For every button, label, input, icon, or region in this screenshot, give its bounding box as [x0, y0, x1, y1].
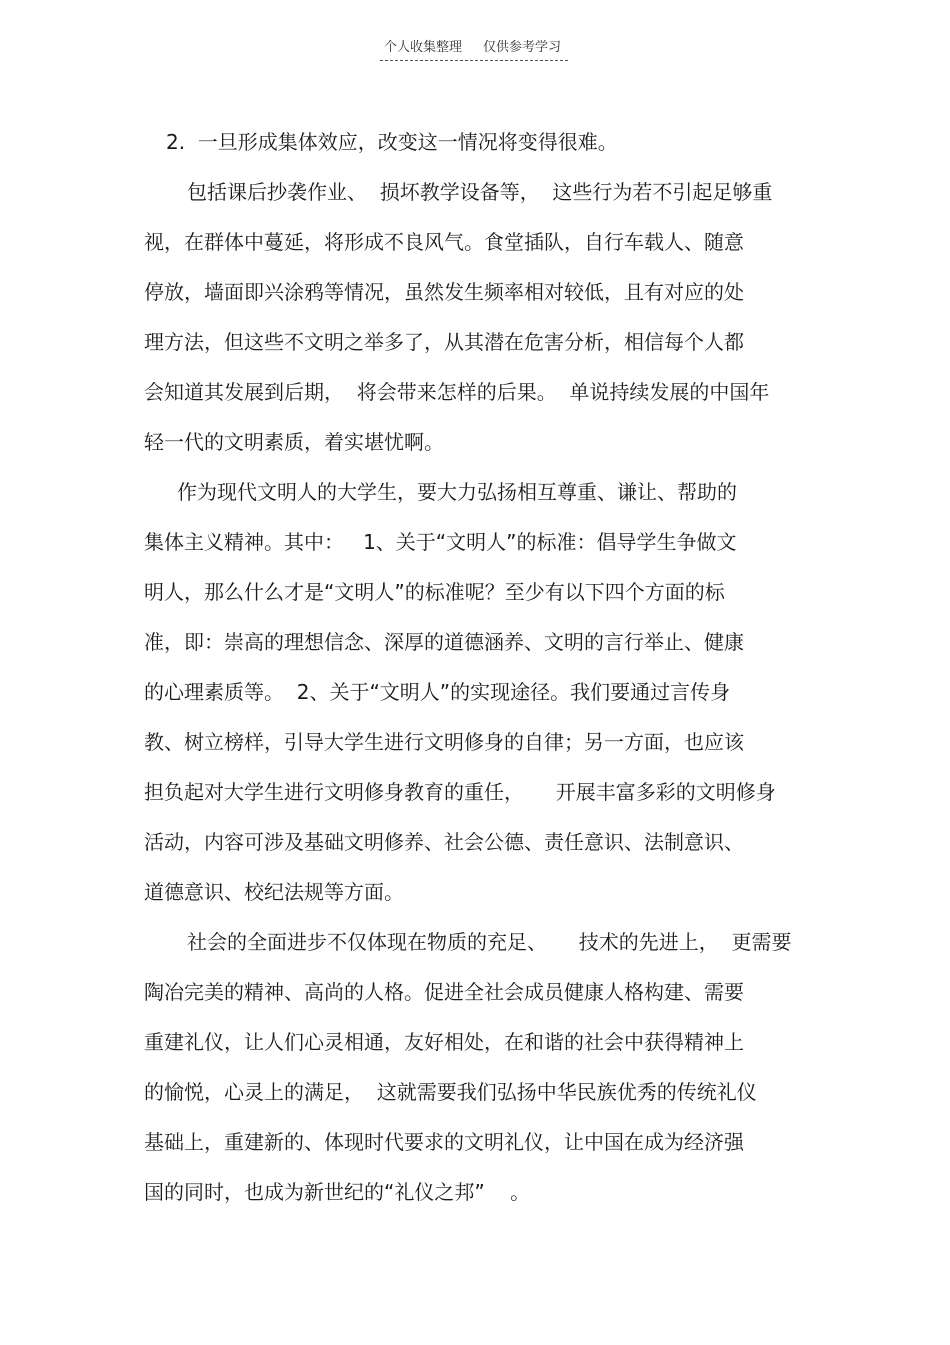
- text-line: 道德意识、校纪法规等方面。: [144, 880, 404, 904]
- text-line: 基础上，重建新的、体现时代要求的文明礼仪，让中国在成为经济强: [144, 1130, 744, 1154]
- header-left-text: 个人收集整理: [384, 40, 463, 55]
- text-line: 教、树立榜样，引导大学生进行文明修身的自律；另一方面，也应该: [144, 730, 744, 754]
- text-line: 视，在群体中蔓延，将形成不良风气。食堂插队，自行车载人、随意: [144, 230, 744, 254]
- text-line: 会知道其发展到后期， 将会带来怎样的后果。 单说持续发展的中国年: [144, 380, 770, 404]
- text-line: 国的同时，也成为新世纪的“礼仪之邦” 。: [144, 1180, 531, 1204]
- text-line: 轻一代的文明素质，着实堪忧啊。: [144, 430, 444, 454]
- text-line: 2. 一旦形成集体效应，改变这一情况将变得很难。: [166, 130, 618, 154]
- text-line: 活动，内容可涉及基础文明修养、社会公德、责任意识、法制意识、: [144, 830, 744, 854]
- text-line: 理方法，但这些不文明之举多了，从其潜在危害分析，相信每个人都: [144, 330, 744, 354]
- page-header: [380, 40, 568, 61]
- text-line: 集体主义精神。其中： 1、关于“文明人”的标准：倡导学生争做文: [144, 530, 737, 554]
- text-line: 停放，墙面即兴涂鸦等情况，虽然发生频率相对较低，且有对应的处: [144, 280, 744, 304]
- text-line: 陶冶完美的精神、高尚的人格。促进全社会成员健康人格构建、需要: [144, 980, 744, 1004]
- text-line: 社会的全面进步不仅体现在物质的充足、 技术的先进上， 更需要: [187, 930, 792, 954]
- header-right-text: 仅供参考学习: [483, 40, 562, 55]
- text-line: 准，即：崇高的理想信念、深厚的道德涵养、文明的言行举止、健康: [144, 630, 744, 654]
- text-line: 重建礼仪，让人们心灵相通，友好相处，在和谐的社会中获得精神上: [144, 1030, 744, 1054]
- text-line: 担负起对大学生进行文明修身教育的重任， 开展丰富多彩的文明修身: [144, 780, 776, 804]
- text-line: 明人，那么什么才是“文明人”的标准呢？至少有以下四个方面的标: [144, 580, 725, 604]
- text-line: 的心理素质等。 2、关于“文明人”的实现途径。我们要通过言传身: [144, 680, 731, 704]
- text-line: 包括课后抄袭作业、 损坏教学设备等， 这些行为若不引起足够重: [187, 180, 773, 204]
- text-line: 作为现代文明人的大学生，要大力弘扬相互尊重、谦让、帮助的: [177, 480, 737, 504]
- text-line: 的愉悦，心灵上的满足， 这就需要我们弘扬中华民族优秀的传统礼仪: [144, 1080, 757, 1104]
